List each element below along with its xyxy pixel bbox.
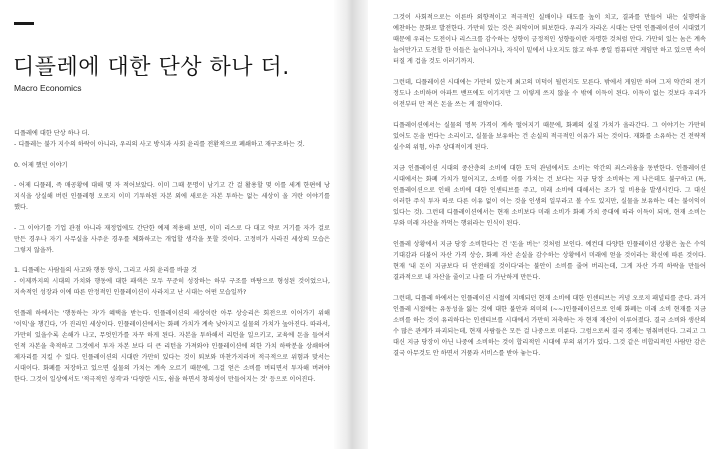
paragraph: 그런데, 디플레이션 시대에는 가만히 있는게 최고의 미덕이 될런지도 모른다. 밖에서 게임만 하며 그저 약간의 전기 정도나 소비하며 아파트 밴프에도 이기지만 그 이렇게 쓰지 않을 수 밖에 이득이 된다. 이득이 없는 것보다 우리가 이전부터 만 적은 돈을 쓰는 게 절약이다. — [393, 79, 706, 108]
paragraph: 1. 디플레는 사람들의 사고와 행동 양식, 그리고 사회 윤리를 바꿀 것 - 이제까지의 시대의 가치와 행동에 대한 패색은 모두 꾸준히 성장하는 하부 구조를 바탕으로 형성된 것이었으나, 지속적인 성장과 이에 따른 안정적인 인플레이션이 사라지고 난 시대는 어떤 모습일까? — [14, 267, 330, 296]
paragraph: 인플레 하에서는 '행동하는 자'가 혜택을 받는다. 인플레이션의 세상이란 아무 상승리은 회전으로 이어가기 위해 '이익'을 챙긴다, '가 진리인 세상이다. 인플레이션에서는 화폐 가치가 계속 낮아지고 실물의 가치가 높아진다. 따라서, 가만히 있을수록 손해가 나고, 무엇인가를 자꾸 하게 된다. 자본을 투하해서 리턴을 일으키고, 교육에 돈을 들여서 인적 자본을 축적하고 그것에서 투자 자본 보다 더 큰 리턴을 가져와야 인플레이션에 의한 가치 하락분을 상쇄하여 제자리를 지킬 수 있다. 인플레이션의 시대란 가만히 있다는 것이 퇴보와 마찬가지라며 적극적으로 위험과 맞서는 시대이다. 화폐를 저장하고 있으면 실물의 가치는 계속 오르기 때문에, 그걸 얻은 소비를 버티면서 투자해 버려야 한다. 그것이 일상에서도 '적극적인 성격'과 '다양한 시도, 쉼을 하면서 창의성이 만들어지는 것' 등으로 이어진다. — [14, 309, 330, 383]
paragraph: - 그 이야기를 기업 관점 아니라 재정업에도 간단한 예제 적용해 보면, 이미 리스로 다 대고 약로 거기를 자가 걸로 만든 경우나 자기 사무실을 사주운 경우를 체화하고는 개업할 생각을 못할 것이다. 고정비가 사라진 세상의 모습은 그렇지 않을까. — [14, 224, 330, 254]
right-body-text — [393, 12, 706, 369]
paragraph: 디플레이션에서는 실물의 명목 가격이 계속 떨어지기 때문에, 화폐의 실질 가치가 올라간다. 그 이야기는 가만히 있어도 돈을 번다는 소리이고, 실물을 보유하는 건 손실의 적극적인 이유가 되는 것이다. 재화를 소유하는 건 전략적 실수의 위험, 아주 상대적이게 된다. — [393, 122, 706, 151]
paragraph: - 어제 디플레, 즉 매공황에 대해 몇 자 적어보았다. 이미 그때 문명이 남기고 간 걸 활용할 몇 이를 세계 한편에 낭 지식을 상실해 버린 인플레형 오로지 이미 기투하된 자본 외에 새로운 자본 투하는 없는 세상이 올 거란 이야기를 했다. — [14, 182, 330, 211]
page-gutter — [334, 0, 370, 449]
paragraph: 0. 어제 했던 이야기 — [14, 161, 68, 169]
left-body-text — [14, 128, 330, 394]
paragraph: 지금 인플레이션 시대의 중산층의 소비에 대한 도덕 관념에서도 소비는 악간의 죄스러움을 동반한다. 인플레이션 시대에서는 화폐 가치가 떨어지고, 소비를 이룰 가치는 건 보다는 지금 당장 소비하는 게 나은데도 불구하고 (특, 인플레이션으로 인해 소비에 대한 인센티브를 주고, 미래 소비에 대해서는 조가 일 비용을 발생시킨다. 그 대신 이러한 주식 투자 따로 다른 이유 없이 이는 것을 인생의 일부라고 볼 수도 있지만, 실물을 보유하는 데는 불이익이 있다는 것). 그런데 디플레이션에서는 현재 소비보다 미래 소비가 화폐 가치 증대에 따라 이득이 되며, 현재 소비는 부와 미래 자산을 까먹는 행위라는 인식이 된다. — [393, 165, 706, 227]
page-title: 디플레에 대한 단상 하나 더. — [13, 55, 290, 80]
paragraph: 디플레에 대한 단상 하나 더. - 디플레는 불가 지수의 하락이 아니라, 우리의 사고 방식과 사회 윤리를 전환적으로 폐쇄하고 재구조하는 것. — [14, 130, 305, 148]
paragraph: 그런데, 디플레 하에서는 인플레이션 시절에 지배되던 현재 소비에 대한 인센티브는 커녕 오로지 패널티를 준다. 과거 인플레 시절에는 유동성을 잃는 것에 대한 불안과 의미의 (~~)인플레이션으로 인해 화폐는 미래 소비 현재를 지금 소비를 하는 것이 유리하다는 인센티브를 시대에서 가만히 저축하는 자 현재 재산이 이루어졌다. 결국 소비와 생산의 수 많은 관계가 파괴되는데, 현재 사람들은 모든 걸 나중으로 미룬다. 그럼으로써 결국 경제는 멈춰버린다. 그리고 그 대신 지금 당장이 아닌 나중에 소비하는 것이 합리적인 시대에 부의 위기가 있다. 그것 같은 비합리적인 사람만 감은 결국 아무것도 안 하면서 거품과 서비스를 받아 놓는다. — [393, 295, 706, 357]
title-dash-mark — [14, 22, 34, 25]
paragraph: 그것이 사회적으로는 이른바 외향적이고 적극적인 실배이나 태도를 높이 치고, 결과를 만들어 내는 실행력을 예찬하는 문화로 발전한다. 가만히 있는 것은 죄악이며 퇴보한다. 우리가 자라온 시대는 단연 인플레이션이 시대였기 때문에 우리는 도전이나 리스크를 감수하는 성향이 긍정적인 성향들이란 자명한 것처럼 안다. 가만히 있는 놈은 계속 늘어만가고 도전할 한 이들은 늘어나거나, 자식이 밑에서 나오지도 않고 하루 종일 컴퓨터만 게임만 하고 있으면 속이 터질 게 겁을 것도 이러기까지. — [393, 14, 706, 65]
paragraph: 인플레 상황에서 지금 당장 소비한다는 건 '돈을 버는' 것처럼 보인다. 예컨대 다양한 인플레이션 상황은 높은 수익 기대감과 더불어 자산 가격 상승, 화폐 자산 손실을 감수하는 상황에서 미래에 얻을 것이라는 확신에 따른 것이다. 현재 '내 돈이 지금보다 더 안전해질 것이다'라는 불안이 소비를 줄여 버리는데, 그게 자산 가격 하락을 만들어 결과적으로 내 자산을 줄이고 나를 더 가난하게 만든다. — [393, 241, 706, 281]
category-label: Macro Economics — [14, 83, 82, 93]
